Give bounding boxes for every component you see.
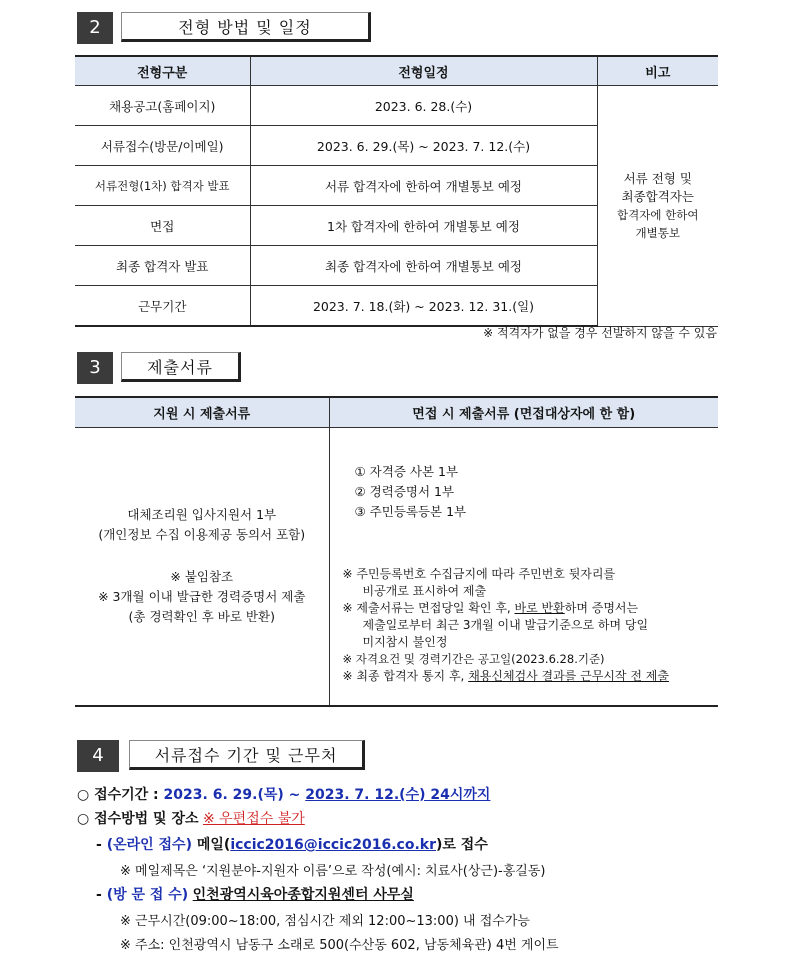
period-start: 2023. 6. 29.(목) ~ bbox=[163, 787, 306, 803]
schedule-cell: 최종 합격자에 한하여 개별통보 예정 bbox=[250, 246, 597, 286]
application-method bbox=[77, 808, 305, 828]
apply-doc-line: (총 경력확인 후 바로 반환) bbox=[128, 609, 275, 624]
stage-cell: 면접 bbox=[75, 206, 250, 246]
interview-note bbox=[343, 600, 718, 617]
schedule-cell: 2023. 7. 18.(화) ~ 2023. 12. 31.(일) bbox=[250, 286, 597, 327]
interview-note: 제출일로부터 최근 3개월 이내 발급기준으로 하며 당일 bbox=[362, 618, 649, 632]
online-text: 메일( bbox=[191, 837, 231, 853]
remark-line: 합격자에 한하여 bbox=[617, 207, 699, 222]
period-end: 2023. 7. 12.(수) 24시까지 bbox=[305, 787, 491, 803]
documents-table bbox=[75, 396, 718, 707]
note-text: ※ 최종 합격자 통지 후, bbox=[342, 669, 469, 683]
note-underline: 바로 반환 bbox=[514, 601, 565, 615]
interview-note bbox=[343, 668, 718, 685]
interview-note: 미지참시 불인정 bbox=[362, 635, 448, 649]
apply-doc-line: ※ 3개월 이내 발급한 경력증명서 제출 bbox=[98, 589, 306, 604]
col-header-schedule: 전형일정 bbox=[250, 56, 597, 86]
section-number: 2 bbox=[77, 12, 113, 44]
stage-cell: 서류전형(1차) 합격자 발표 bbox=[75, 166, 250, 206]
dash: - bbox=[96, 837, 107, 853]
note-text: 하며 증명서는 bbox=[564, 601, 639, 615]
stage-cell: 서류접수(방문/이메일) bbox=[75, 126, 250, 166]
remark-line: 개별통보 bbox=[635, 225, 680, 240]
stage-cell: 근무기간 bbox=[75, 286, 250, 327]
online-application bbox=[96, 834, 488, 854]
apply-doc-line: 대체조리원 입사지원서 1부 bbox=[127, 507, 277, 522]
method-label: ○ 접수방법 및 장소 bbox=[77, 811, 199, 827]
apply-docs-cell bbox=[75, 428, 329, 707]
interview-note: ※ 자격요건 및 경력기간은 공고일(2023.6.28.기준) bbox=[342, 652, 605, 666]
online-label: (온라인 접수) bbox=[106, 837, 192, 853]
apply-doc-line: ※ 붙임참조 bbox=[170, 569, 234, 584]
section-title: 제출서류 bbox=[121, 352, 241, 382]
col-header-remark: 비고 bbox=[597, 56, 718, 86]
section-number: 3 bbox=[77, 352, 113, 384]
remark-cell bbox=[597, 86, 718, 327]
visit-note-hours: ※ 근무시간(09:00~18:00, 점심시간 제외 12:00~13:00) 내 접수가능 bbox=[120, 914, 530, 929]
section-number: 4 bbox=[77, 740, 119, 772]
remark-line: 서류 전형 및 bbox=[623, 170, 692, 186]
visit-application bbox=[96, 884, 414, 904]
interview-doc-item: ③ 주민등록등본 1부 bbox=[354, 504, 467, 519]
application-period bbox=[77, 784, 490, 804]
method-note: ※ 우편접수 불가 bbox=[202, 811, 305, 827]
schedule-cell: 서류 합격자에 한하여 개별통보 예정 bbox=[250, 166, 597, 206]
col-header-interview-docs: 면접 시 제출서류 (면접대상자에 한 함) bbox=[329, 397, 718, 428]
interview-docs-cell bbox=[329, 428, 718, 707]
stage-cell: 최종 합격자 발표 bbox=[75, 246, 250, 286]
note-underline: 채용신체검사 결과를 근무시작 전 제출 bbox=[468, 669, 669, 683]
stage-cell: 채용공고(홈페이지) bbox=[75, 86, 250, 126]
dash: - bbox=[96, 887, 107, 903]
remark-line: 최종합격자는 bbox=[621, 188, 694, 204]
section-title: 전형 방법 및 일정 bbox=[121, 12, 371, 42]
apply-doc-line: (개인정보 수집 이용제공 동의서 포함) bbox=[98, 527, 306, 542]
note-text: ※ 제출서류는 면접당일 확인 후, bbox=[342, 601, 515, 615]
visit-note-address: ※ 주소: 인천광역시 남동구 소래로 500(수산동 602, 남동체육관) 4번 게이트 bbox=[120, 938, 559, 953]
interview-doc-item: ① 자격증 사본 1부 bbox=[354, 464, 459, 479]
interview-note: ※ 주민등록번호 수집금지에 따라 주민번호 뒷자리를 bbox=[342, 567, 616, 581]
selection-note: ※ 적격자가 없을 경우 선발하지 않을 수 있음 bbox=[483, 326, 717, 340]
section-title: 서류접수 기간 및 근무처 bbox=[129, 740, 365, 770]
col-header-stage: 전형구분 bbox=[75, 56, 250, 86]
interview-note: 비공개로 표시하여 제출 bbox=[362, 584, 487, 598]
schedule-cell: 1차 합격자에 한하여 개별통보 예정 bbox=[250, 206, 597, 246]
visit-place: 인천광역시육아종합지원센터 사무실 bbox=[192, 887, 414, 903]
online-note: ※ 메일제목은 ‘지원분야-지원자 이름’으로 작성(예시: 치료사(상근)-홍길동) bbox=[120, 864, 546, 879]
col-header-apply-docs: 지원 시 제출서류 bbox=[75, 397, 329, 428]
visit-label: (방 문 접 수) bbox=[106, 887, 189, 903]
online-text: )로 접수 bbox=[436, 837, 488, 853]
schedule-cell: 2023. 6. 29.(목) ~ 2023. 7. 12.(수) bbox=[250, 126, 597, 166]
interview-doc-item: ② 경력증명서 1부 bbox=[354, 484, 455, 499]
schedule-cell: 2023. 6. 28.(수) bbox=[250, 86, 597, 126]
email-link[interactable]: iccic2016@iccic2016.co.kr bbox=[230, 837, 436, 853]
period-label: ○ 접수기간 : bbox=[77, 787, 164, 803]
schedule-table bbox=[75, 55, 718, 327]
table-row bbox=[75, 86, 718, 126]
